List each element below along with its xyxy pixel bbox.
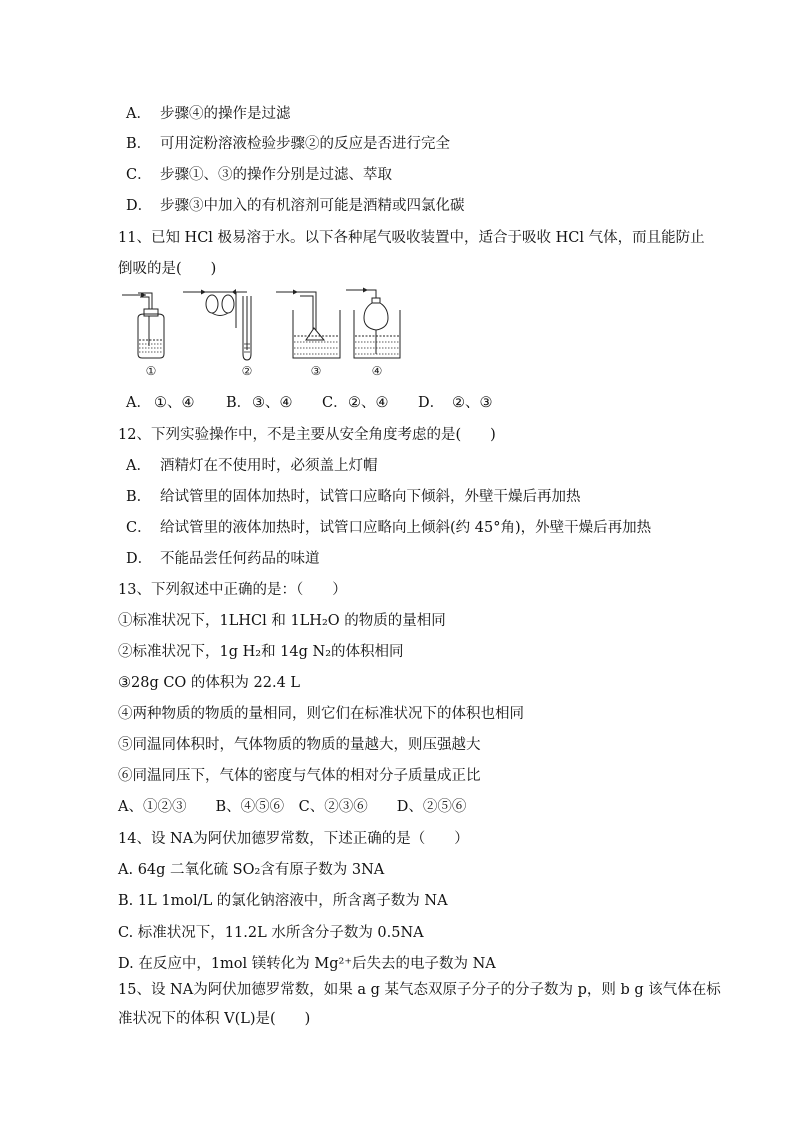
option-label: C． <box>126 167 152 183</box>
gas-absorption-apparatus-figure <box>118 284 418 380</box>
apparatus-1-bottle <box>122 293 164 359</box>
q12-option-c <box>118 518 651 538</box>
q12-option-d <box>118 549 320 569</box>
choice-label: C． <box>322 395 348 411</box>
option-label: A． <box>126 106 151 122</box>
q14-option-c: C. 标准状况下，11.2L 水所含分子数为 0.5NA <box>118 925 424 941</box>
option-text: 可用淀粉溶液检验步骤②的反应是否进行完全 <box>160 136 450 152</box>
q12-option-b <box>118 487 581 507</box>
q13-stem: 13、下列叙述中正确的是：（ ） <box>118 582 347 598</box>
q13-statement-6: ⑥同温同压下，气体的密度与气体的相对分子质量成正比 <box>118 768 481 784</box>
option-label: D． <box>126 198 153 214</box>
q13-statement-2: ②标准状况下，1g H₂和 14g N₂的体积相同 <box>118 644 404 660</box>
choice-label: B． <box>226 395 252 411</box>
q14-option-b: B. 1L 1mol/L 的氯化钠溶液中，所含离子数为 NA <box>118 893 448 909</box>
option-text: 给试管里的液体加热时，试管口应略向上倾斜(约 45°角)，外壁干燥后再加热 <box>160 520 652 536</box>
q11-stem-line2: 倒吸的是( ) <box>118 261 217 277</box>
choice-label: A． <box>126 395 151 411</box>
q14-option-a: A. 64g 二氧化硫 SO₂含有原子数为 3NA <box>118 862 385 878</box>
q11-choices <box>118 393 493 413</box>
apparatus-2-bulb-tube <box>183 289 251 360</box>
figure-label-1: ① <box>145 364 157 378</box>
q13-statement-4: ④两种物质的物质的量相同，则它们在标准状况下的体积也相同 <box>118 706 524 722</box>
choice-label: D． <box>418 395 445 411</box>
q13-statement-3: ③28g CO 的体积为 22.4 L <box>118 675 301 691</box>
choice-text: ②、④ <box>348 395 389 411</box>
q11-stem-line1: 11、已知 HCl 极易溶于水。以下各种尾气吸收装置中，适合于吸收 HCl 气体，而且能防止 <box>118 230 705 246</box>
q15-stem-line2: 准状况下的体积 V(L)是( ) <box>118 1011 311 1027</box>
choice-text: ①、④ <box>154 395 195 411</box>
apparatus-3-beaker-funnel <box>276 290 340 359</box>
option-label: A． <box>126 458 151 474</box>
figure-label-3: ③ <box>310 364 322 378</box>
option-text: 步骤④的操作是过滤 <box>160 106 291 122</box>
q14-option-d: D. 在反应中，1mol 镁转化为 Mg²⁺后失去的电子数为 NA <box>118 956 496 972</box>
q10-option-a <box>118 104 291 124</box>
option-label: C． <box>126 520 152 536</box>
q12-option-a <box>118 456 378 476</box>
figure-label-2: ② <box>241 364 253 378</box>
q12-stem: 12、下列实验操作中，不是主要从安全角度考虑的是( ) <box>118 427 496 443</box>
choice-text: ②、③ <box>452 395 493 411</box>
q10-option-d <box>118 196 465 216</box>
q10-option-b <box>118 134 450 154</box>
option-text: 给试管里的固体加热时，试管口应略向下倾斜，外壁干燥后再加热 <box>160 489 581 505</box>
option-text: 步骤③中加入的有机溶剂可能是酒精或四氯化碳 <box>160 198 465 214</box>
option-label: B． <box>126 489 152 505</box>
option-text: 步骤①、③的操作分别是过滤、萃取 <box>160 167 392 183</box>
option-label: D． <box>126 551 153 567</box>
q13-statement-1: ①标准状况下，1LHCl 和 1LH₂O 的物质的量相同 <box>118 613 446 629</box>
q15-stem-line1: 15、设 NA为阿伏加德罗常数，如果 a g 某气态双原子分子的分子数为 p，则 b g 该气体在标 <box>118 982 721 998</box>
q13-statement-5: ⑤同温同体积时，气体物质的物质的量越大，则压强越大 <box>118 737 481 753</box>
q10-option-c <box>118 165 392 185</box>
q13-choices: A、①②③ B、④⑤⑥ C、②③⑥ D、②⑤⑥ <box>118 799 467 815</box>
option-text: 不能品尝任何药品的味道 <box>160 551 320 567</box>
option-label: B． <box>126 136 152 152</box>
choice-text: ③、④ <box>252 395 293 411</box>
apparatus-4-funnel-beaker <box>346 288 400 359</box>
option-text: 酒精灯在不使用时，必须盖上灯帽 <box>160 458 378 474</box>
figure-label-4: ④ <box>371 364 383 378</box>
q14-stem: 14、设 NA为阿伏加德罗常数，下述正确的是（ ） <box>118 831 469 847</box>
